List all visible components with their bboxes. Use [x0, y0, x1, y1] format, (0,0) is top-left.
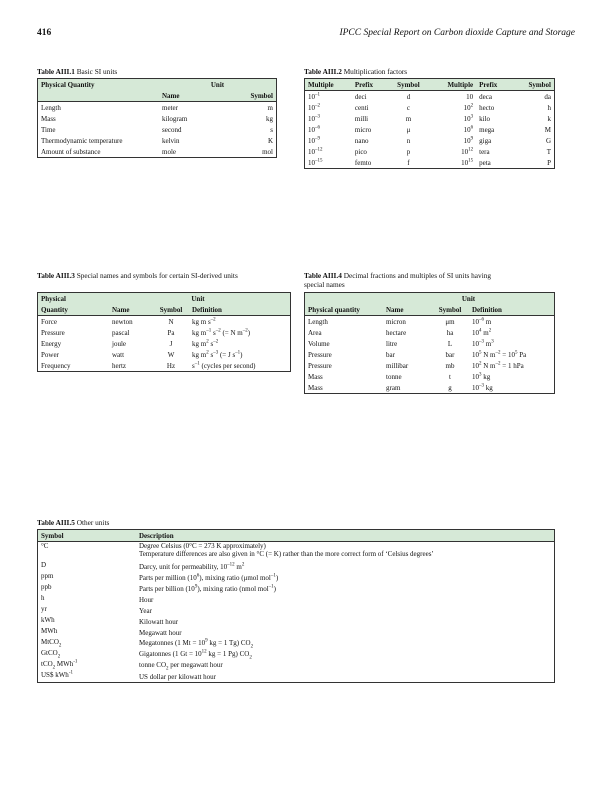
table2 — [304, 78, 555, 169]
table-row: Force newton N kg m $s^{-2}$ — [38, 316, 291, 328]
table-row: Length meter m — [38, 102, 277, 114]
table-row: tCO$_2$ MWh$^{-1}$ tonne $CO_2$ per megawatt hour — [41, 659, 223, 672]
table-row: ppm Parts per million $(10^6)$, mixing ratio (μmol mol$^{-1}$) — [41, 572, 279, 582]
table5: Symbol Description °C Degree Celsius (0°C = 273 K approximately) Temperature differences are also given in °C (= K) rather than the more correct form of ‘Celsius degrees’ D Darcy, unit for permeability, $10^{-12}$ $m^2$ ppm Parts per million $(10^6)$, mixing ratio (μmol mol$^{-1}$) ppb Parts per billion $(10^9)$, mixing ratio (nmol mol$^{-1}$) h Hour yr Year kWh Kilowatt hour MWh Megawatt hour MtCO$_2$ Megatonnes (1 $Mt = 10^9$ kg = 1 Tg) $CO_2$ GtCO$_2$ Gigatonnes (1 $Gt = 10^{12}$ kg = 1 Pg) $CO_2$ tCO$_2$ MWh$^{-1}$ tonne $CO_2$ per megawatt hour US$ kWh$^{-1}$ US dollar per kilowatt hour — [37, 529, 555, 683]
table-row: Pressure millibar mb $10^2$ N $m^{-2} = 1$ hPa — [308, 361, 524, 370]
table2-header: Prefix — [354, 80, 374, 89]
table-row: $10^{-15}$ femto f $10^{15}$ peta P — [308, 158, 551, 167]
table-row: Pressure pascal Pa kg $m^{-1}$ $s^{-2}$ (= N $m^{-2}$) — [41, 328, 251, 337]
table-row: °C Degree Celsius (0°C = 273 K approximately) Temperature differences are also given in °C (= K) rather than the more correct form of ‘Celsius degrees’ — [38, 542, 555, 562]
table-row: $10^{-2}$ centi c $10^2$ hecto h — [308, 103, 551, 112]
table2-header: Symbol — [397, 80, 420, 89]
table5-caption: Table AIII.5 Other units — [37, 518, 110, 527]
table-row: Volume litre L $10^{-3}$ $m^3$ — [308, 339, 494, 348]
table4: Unit Physical quantity Name Symbol Definition Length micron μm $10^{-6}$ m Area hectare ha $10^4$ $m^2$ Volume litre L $10^{-3}$ $m^3$ Pressure bar bar $10^5$ N $m^{-2} = 10^5$ Pa Pressure millibar mb $10^2$ N $m^{-2} = 1$ hPa Mass tonne t $10^3$ kg Mass gram g $10^{-3}$ kg — [304, 292, 555, 394]
table-row: Area hectare ha $10^4$ $m^2$ — [308, 328, 492, 337]
table-row: yr Year — [41, 605, 152, 615]
table-row: Mass kilogram kg — [41, 114, 273, 123]
table-row: kWh Kilowatt hour — [41, 616, 179, 626]
table-row: Mass gram g $10^{-3}$ kg — [308, 383, 493, 392]
table-row: h Hour — [41, 594, 154, 604]
table2-header: Symbol — [528, 80, 551, 89]
table-row: $10^{-1}$ deci d 10 deca da — [305, 91, 555, 103]
table1-caption: Table AIII.1 Basic SI units — [37, 67, 118, 76]
table-row: Amount of substance mole mol — [41, 147, 273, 156]
table2-header: Prefix — [479, 80, 498, 89]
table-row: Power watt W kg $m^2$ $s^{-3}$ (= J $s^{-1}$) — [41, 350, 243, 359]
table-row: Pressure bar bar $10^5$ N $m^{-2} = 10^5$ Pa — [308, 350, 527, 359]
table-row: Length micron μm $10^{-6}$ m — [305, 316, 555, 328]
table-row: $10^{-12}$ pico p $10^{12}$ tera T — [308, 147, 551, 156]
table-row: MWh Megawatt hour — [41, 627, 182, 637]
table-row: GtCO$_2$ Gigatonnes (1 $Gt = 10^{12}$ kg = 1 Pg) $CO_2$ — [41, 649, 252, 661]
table1: Physical Quantity Unit Name Symbol Length meter m Mass kilogram kg Time second s Thermodynamic temperature kelvin K Amount of substance mole mol — [37, 78, 277, 158]
table1-header-quantity: Physical Quantity — [41, 80, 95, 89]
table-row: US$ kWh$^{-1}$ US dollar per kilowatt hour — [41, 670, 216, 681]
table4-caption: Table AIII.4 Decimal fractions and multiples of SI units having special names — [304, 271, 492, 289]
table-row: MtCO$_2$ Megatonnes (1 $Mt = 10^9$ kg = 1 Tg) $CO_2$ — [41, 638, 254, 650]
table-row: Energy joule J kg $m^2$ $s^{-2}$ — [41, 339, 219, 348]
table-row: Mass tonne t $10^3$ kg — [308, 372, 491, 381]
table-row: D Darcy, unit for permeability, $10^{-12}$ $m^2$ — [41, 561, 245, 571]
table-row: $10^{-9}$ nano n $10^9$ giga G — [308, 136, 551, 145]
page-number: 416 — [37, 28, 52, 38]
table-row: Thermodynamic temperature kelvin K — [41, 136, 273, 145]
table2-caption: Table AIII.2 Multiplication factors — [304, 67, 408, 76]
table2-header: Multiple — [447, 80, 474, 89]
table3: Physical Unit Quantity Name Symbol Definition Force newton N kg m $s^{-2}$ Pressure pascal Pa kg $m^{-1}$ $s^{-2}$ (= N $m^{-2}$) Energy joule J kg $m^2$ $s^{-2}$ Power watt W kg $m^2$ $s^{-3}$ (= J $s^{-1}$) Frequency hertz Hz $s^{-1}$ (cycles per second) — [37, 292, 291, 372]
table-row: ppb Parts per billion $(10^9)$, mixing ratio (nmol mol$^{-1}$) — [41, 583, 277, 593]
table-row: $10^{-6}$ micro μ $10^6$ mega M — [308, 125, 551, 134]
table-row: $10^{-3}$ milli m $10^3$ kilo k — [308, 114, 551, 123]
table1-header-unit: Unit — [210, 80, 225, 89]
table-row: Time second s — [41, 125, 273, 134]
table2-header: Multiple — [308, 80, 334, 89]
table3-caption: Table AIII.3 Special names and symbols for certain SI-derived units — [37, 271, 238, 280]
report-title: IPCC Special Report on Carbon dioxide Capture and Storage — [339, 28, 575, 38]
table-row: Frequency hertz Hz $s^{-1}$ (cycles per second) — [41, 361, 256, 370]
